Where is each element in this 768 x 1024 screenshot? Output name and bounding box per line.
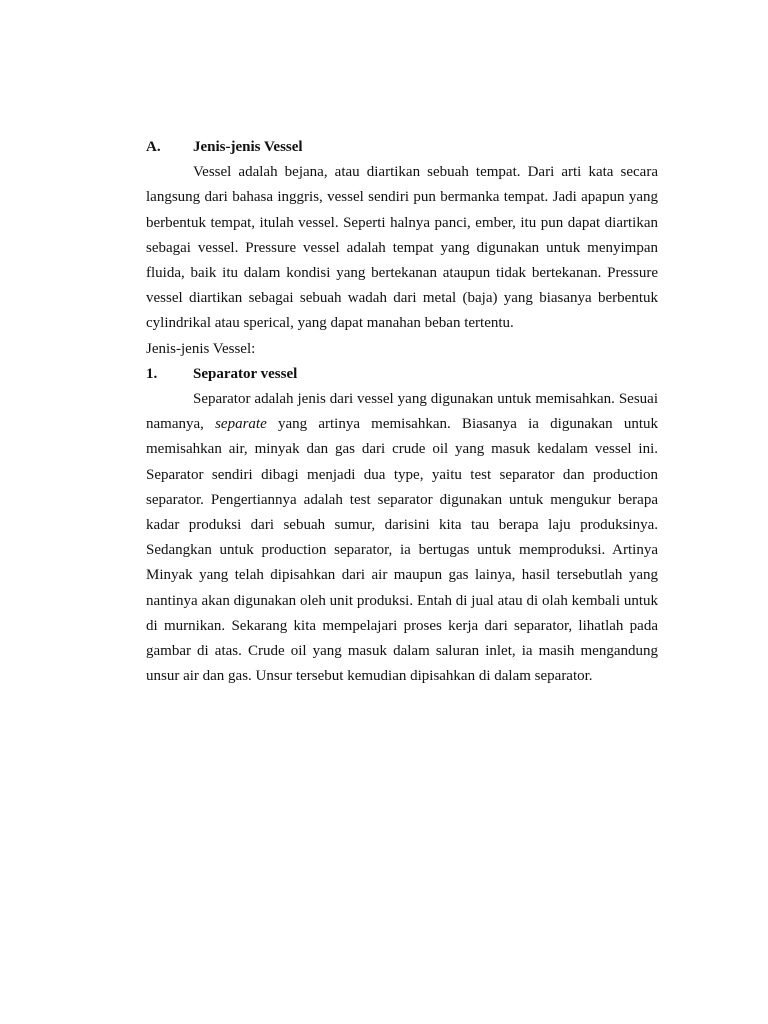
subsection-title: Separator vessel <box>193 365 298 382</box>
document-body <box>146 135 658 689</box>
section-heading <box>146 135 658 160</box>
subsection-paragraph-part1: Separator adalah jenis dari vessel yang digunakan untuk memisahkan. Sesuai namanya, <box>146 391 658 433</box>
subsection-paragraph-part2: yang artinya memisahkan. Biasanya ia digunakan untuk memisahkan air, minyak dan gas dari crude oil yang masuk kedalam vessel ini. Separator sendiri dibagi menjadi dua type, yaitu test separator dan production separator. Pengertiannya adalah test separator digunakan untuk mengukur berapa kadar produksi dari sebuah sumur, darisini kita tau berapa laju produksinya. Sedangkan untuk production separator, ia bertugas untuk memproduksi. Artinya Minyak yang telah dipisahkan dari air maupun gas lainya, hasil tersebutlah yang nantinya akan digunakan oleh unit produksi. Entah di jual atau di olah kembali untuk di murnikan. Sekarang kita mempelajari proses kerja dari separator, lihatlah pada gambar di atas. Crude oil yang masuk dalam saluran inlet, ia masih mengandung unsur air dan gas. Unsur tersebut kemudian dipisahkan di dalam separator. <box>146 416 658 685</box>
section-title: Jenis-jenis Vessel <box>193 139 303 155</box>
subsection-paragraph-italic: separate <box>215 416 267 433</box>
subsection-heading <box>146 362 658 387</box>
section-paragraph: Vessel adalah bejana, atau diartikan sebuah tempat. Dari arti kata secara langsung dari bahasa inggris, vessel sendiri pun bermanka tempat. Jadi apapun yang berbentuk tempat, itulah vessel. Seperti halnya panci, ember, itu pun dapat diartikan sebagai vessel. Pressure vessel adalah tempat yang digunakan untuk menyimpan fluida, baik itu dalam kondisi yang bertekanan ataupun tidak bertekanan. Pressure vessel diartikan sebagai sebuah wadah dari metal (baja) yang biasanya berbentuk cylindrikal atau sperical, yang dapat manahan beban tertentu. <box>146 164 658 332</box>
subsection-paragraph <box>146 387 658 689</box>
list-intro: Jenis-jenis Vessel: <box>146 340 256 357</box>
subsection-number: 1. <box>146 365 158 382</box>
section-number: A. <box>146 139 161 155</box>
